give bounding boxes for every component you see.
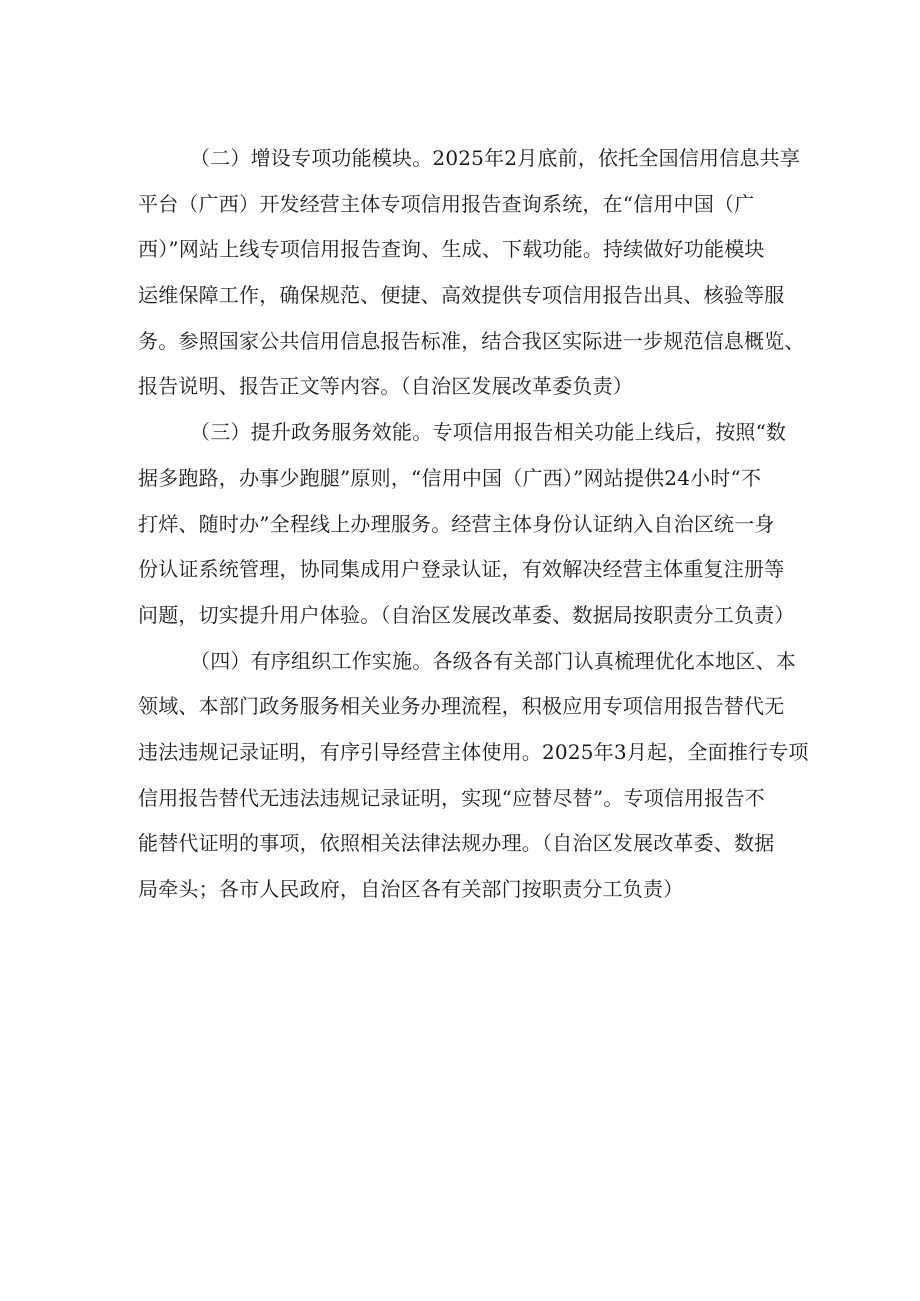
- text-line: 能替代证明的事项，依照相关法律法规办理。（自治区发展改革委、数据: [138, 831, 775, 856]
- text-line: （二）增设专项功能模块。2025年2月底前，依托全国信用信息共享: [190, 146, 801, 170]
- paragraph-4-implementation: [138, 639, 809, 913]
- text-line: 运维保障工作，确保规范、便捷、高效提供专项信用报告出具、核验等服: [138, 283, 785, 308]
- paragraph-3-service-efficiency: [138, 410, 795, 638]
- text-line: 报告说明、报告正文等内容。（自治区发展改革委负责）: [138, 374, 633, 399]
- paragraph-2-feature-module: [138, 136, 805, 410]
- text-line: 据多跑路，办事少跑腿”原则，“信用中国（广西）”网站提供24小时“不: [138, 465, 762, 490]
- text-line: 问题，切实提升用户体验。（自治区发展改革委、数据局按职责分工负责）: [138, 602, 795, 627]
- text-line: 西）”网站上线专项信用报告查询、生成、下载功能。持续做好功能模块: [138, 237, 765, 262]
- text-line: 平台（广西）开发经营主体专项信用报告查询系统，在“信用中国（广: [138, 191, 755, 216]
- text-line: 领域、本部门政务服务相关业务办理流程，积极应用专项信用报告替代无: [138, 694, 785, 719]
- text-line: 违法违规记录证明，有序引导经营主体使用。2025年3月起，全面推行专项: [138, 739, 809, 764]
- text-line: （四）有序组织工作实施。各级各有关部门认真梳理优化本地区、本: [190, 648, 796, 673]
- text-line: （三）提升政务服务效能。专项信用报告相关功能上线后，按照“数: [190, 420, 787, 445]
- text-line: 打烊、随时办”全程线上办理服务。经营主体身份认证纳入自治区统一身: [138, 511, 775, 536]
- text-line: 信用报告替代无违法违规记录证明，实现“应替尽替”。专项信用报告不: [138, 785, 765, 810]
- text-line: 局牵头；各市人民政府，自治区各有关部门按职责分工负责）: [138, 877, 684, 901]
- text-line: 份认证系统管理，协同集成用户登录认证，有效解决经营主体重复注册等: [138, 557, 785, 582]
- document-body: [138, 136, 809, 913]
- text-line: 务。参照国家公共信用信息报告标准，结合我区实际进一步规范信息概览、: [138, 328, 805, 353]
